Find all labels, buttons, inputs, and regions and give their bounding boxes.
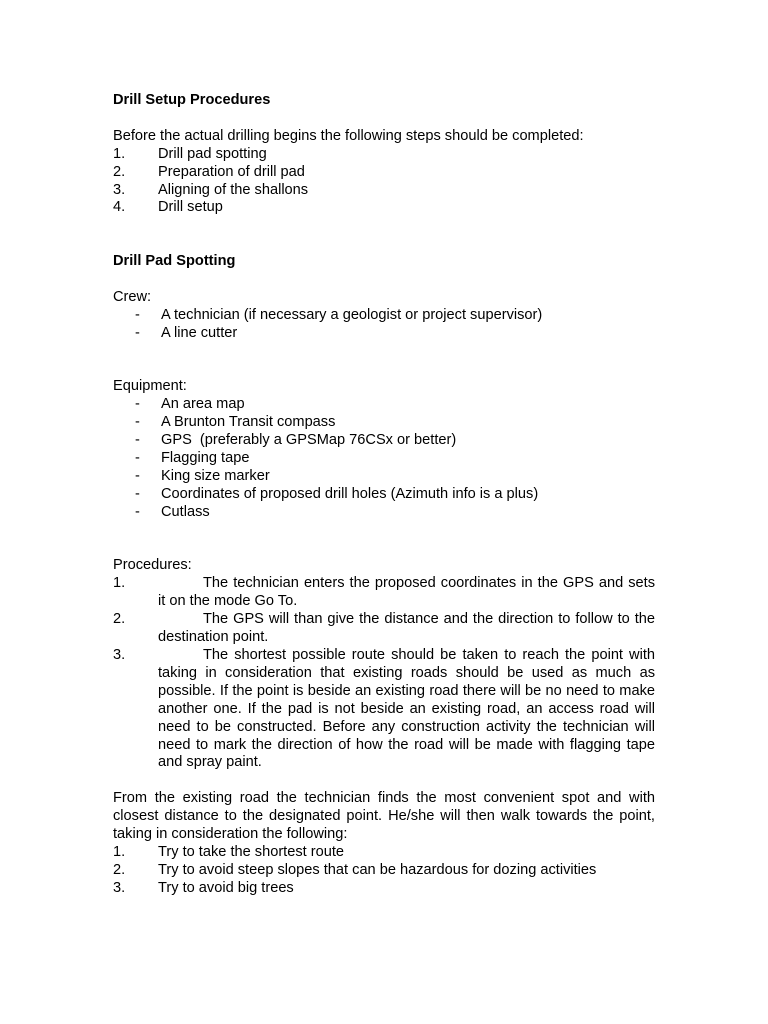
- list-item: [113, 307, 655, 325]
- list-item: [113, 844, 655, 862]
- list-text: Try to take the shortest route: [158, 843, 345, 860]
- procedures-label: Procedures:: [113, 557, 192, 574]
- list-text: The GPS will than give the distance and the direction to follow to the destination point.: [158, 611, 655, 646]
- list-number: 4.: [113, 199, 126, 216]
- list-number: 2.: [113, 163, 126, 180]
- dash-bullet: -: [135, 450, 140, 467]
- list-text: Preparation of drill pad: [158, 163, 305, 180]
- list-item: [113, 575, 655, 611]
- list-text: A line cutter: [161, 324, 238, 341]
- list-number: 1.: [113, 145, 126, 162]
- list-item: [113, 164, 655, 182]
- list-item: [113, 146, 655, 164]
- considerations-list: [113, 844, 655, 898]
- list-item: [113, 862, 655, 880]
- dash-bullet: -: [135, 485, 140, 502]
- list-text: Drill setup: [158, 199, 223, 216]
- list-item: [113, 325, 655, 343]
- list-text: The shortest possible route should be taken to reach the point with taking in consideration that existing roads should be used as much as possible. If the point is beside an existing road there will be no need to make another one. If the pad is not beside an existing road, an access road will need to be constructed. Before any construction activity the technician will need to mark the direction of how the road will be made with flagging tape and spray paint.: [158, 647, 655, 771]
- list-item: [113, 486, 655, 504]
- list-item: [113, 468, 655, 486]
- list-item: [113, 182, 655, 200]
- list-item: [113, 199, 655, 217]
- list-item: [113, 611, 655, 647]
- list-number: 3.: [113, 647, 126, 664]
- dash-bullet: -: [135, 306, 140, 323]
- dash-bullet: -: [135, 324, 140, 341]
- list-item: [113, 647, 655, 772]
- list-number: 3.: [113, 879, 126, 896]
- list-item: [113, 414, 655, 432]
- equipment-label: Equipment:: [113, 378, 187, 395]
- dash-bullet: -: [135, 396, 140, 413]
- list-text: A Brunton Transit compass: [161, 414, 336, 431]
- list-text: Cutlass: [161, 503, 210, 520]
- list-item: [113, 880, 655, 898]
- list-number: 3.: [113, 181, 126, 198]
- dash-bullet: -: [135, 414, 140, 431]
- list-text: Try to avoid steep slopes that can be hazardous for dozing activities: [158, 861, 597, 878]
- list-item: [113, 450, 655, 468]
- list-text: Coordinates of proposed drill holes (Azimuth info is a plus): [161, 485, 539, 502]
- list-item: [113, 432, 655, 450]
- list-number: 2.: [113, 861, 126, 878]
- list-number: 1.: [113, 843, 126, 860]
- crew-label: Crew:: [113, 288, 152, 305]
- list-text: An area map: [161, 396, 245, 413]
- intro-paragraph: Before the actual drilling begins the following steps should be completed:: [113, 127, 584, 144]
- list-text: GPS (preferably a GPSMap 76CSx or better): [161, 432, 457, 449]
- dash-bullet: -: [135, 432, 140, 449]
- list-number: 2.: [113, 611, 126, 628]
- list-text: The technician enters the proposed coordinates in the GPS and sets it on the mode Go To.: [158, 575, 655, 610]
- procedures-list: [113, 575, 655, 772]
- list-item: [113, 396, 655, 414]
- document-title: Drill Setup Procedures: [113, 92, 271, 108]
- equipment-list: [113, 396, 655, 521]
- crew-list: [113, 307, 655, 343]
- dash-bullet: -: [135, 503, 140, 520]
- list-text: A technician (if necessary a geologist or project supervisor): [161, 306, 543, 323]
- section-title: Drill Pad Spotting: [113, 253, 236, 270]
- steps-list: [113, 146, 655, 218]
- closing-paragraph: From the existing road the technician finds the most convenient spot and with closest distance to the designated point. He/she will then walk towards the point, taking in consideration the following:: [113, 790, 655, 843]
- list-text: Flagging tape: [161, 450, 250, 467]
- list-text: King size marker: [161, 467, 270, 484]
- list-item: [113, 504, 655, 522]
- dash-bullet: -: [135, 467, 140, 484]
- list-text: Aligning of the shallons: [158, 181, 309, 198]
- list-text: Try to avoid big trees: [158, 879, 294, 896]
- list-number: 1.: [113, 575, 126, 592]
- list-text: Drill pad spotting: [158, 145, 267, 162]
- document-page: [113, 92, 655, 898]
